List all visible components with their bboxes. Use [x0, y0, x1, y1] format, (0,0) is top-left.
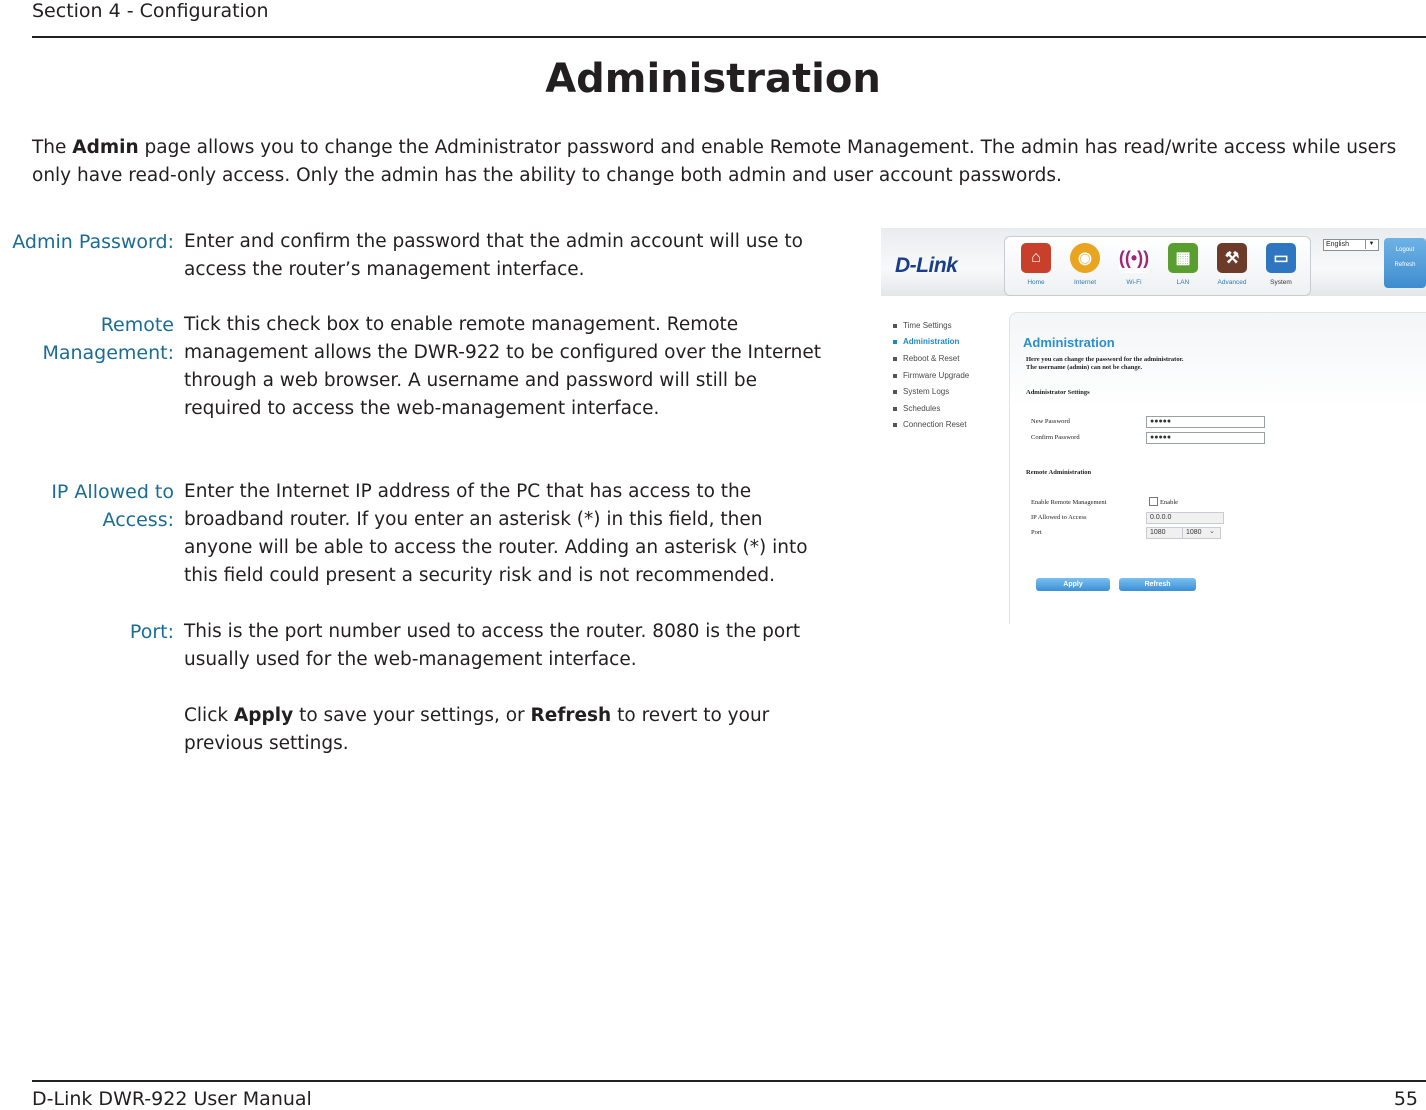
nav-internet-label: Internet [1073, 279, 1097, 286]
remote-admin-heading: Remote Administration [1026, 469, 1092, 476]
bullet-icon [893, 407, 897, 411]
header-divider [32, 36, 1426, 38]
nav-home[interactable] [1014, 243, 1058, 286]
nav-system-label: System [1270, 279, 1292, 286]
nav-wifi-label: Wi-Fi [1126, 279, 1142, 286]
lan-icon: ▦ [1168, 243, 1198, 273]
router-nav [1004, 236, 1311, 296]
label-admin-password: Admin Password: [12, 231, 174, 253]
intro-pre: The [32, 137, 73, 158]
menu-system-logs[interactable] [893, 387, 949, 396]
nav-system[interactable] [1259, 243, 1303, 286]
click-pre: Click [184, 705, 234, 726]
new-password-input[interactable]: ●●●●● [1146, 416, 1265, 428]
confirm-password-input[interactable]: ●●●●● [1146, 432, 1265, 444]
menu-label: Administration [903, 337, 960, 346]
nav-internet[interactable] [1063, 243, 1107, 286]
chevron-down-icon: ⌄ [1209, 528, 1215, 535]
menu-schedules[interactable] [893, 404, 940, 413]
label-ip-allowed-1: IP Allowed to [51, 481, 174, 503]
dlink-logo: D-Link [895, 254, 958, 277]
click-mid: to save your settings, or [293, 705, 531, 726]
refresh-side-button[interactable]: Refresh [1394, 262, 1416, 268]
port-input[interactable]: 1080 [1146, 527, 1183, 539]
logout-button[interactable]: Logout [1395, 247, 1415, 253]
refresh-button[interactable]: Refresh [1119, 578, 1196, 591]
menu-label: Reboot & Reset [903, 354, 960, 363]
port-label: Port [1031, 529, 1042, 536]
port-select[interactable]: 1080 [1182, 527, 1221, 539]
home-icon: ⌂ [1021, 243, 1051, 273]
desc-admin-password: Enter and confirm the password that the admin account will use to access the router’s management interface. [184, 231, 803, 280]
apply-word: Apply [233, 705, 294, 726]
enable-remote-checkbox[interactable] [1149, 497, 1158, 506]
click-post: to revert to your previous settings. [184, 705, 770, 754]
footer-manual-title: D-Link DWR-922 User Manual [32, 1088, 312, 1110]
page-number: 55 [1393, 1088, 1418, 1110]
wifi-icon: ((•)) [1119, 243, 1149, 273]
bullet-icon [893, 324, 897, 328]
intro-bold: Admin [72, 137, 139, 158]
menu-connection-reset[interactable] [893, 420, 967, 429]
globe-icon: ◉ [1070, 243, 1100, 273]
bullet-icon [893, 357, 897, 361]
bullet-icon [893, 423, 897, 427]
nav-advanced-label: Advanced [1217, 279, 1247, 286]
side-buttons [1384, 238, 1426, 288]
menu-label: Schedules [903, 404, 941, 413]
ip-allowed-input[interactable]: 0.0.0.0 [1146, 512, 1224, 524]
menu-label: Time Settings [903, 321, 952, 330]
menu-label: Connection Reset [903, 420, 967, 429]
bullet-icon [893, 340, 897, 344]
menu-reboot-reset[interactable] [893, 354, 959, 363]
panel-desc-2: The username (admin) can not be change. [1026, 364, 1143, 371]
intro-paragraph [32, 134, 1424, 190]
desc-remote-management: Tick this check box to enable remote management. Remote management allows the DWR-922 to be configured over the Internet through a web browser. A username and password will still be required to access the web-management interface. [184, 314, 821, 419]
enable-label: Enable [1160, 499, 1179, 506]
new-password-label: New Password [1031, 418, 1070, 425]
language-select[interactable]: English [1323, 239, 1379, 251]
apply-button[interactable]: Apply [1036, 578, 1110, 591]
nav-wifi[interactable] [1112, 243, 1156, 286]
panel-desc-1: Here you can change the password for the administrator. [1026, 356, 1184, 363]
page-title: Administration [545, 56, 881, 102]
nav-lan-label: LAN [1176, 279, 1190, 286]
enable-remote-label: Enable Remote Management [1031, 499, 1107, 506]
admin-settings-heading: Administrator Settings [1026, 389, 1090, 396]
nav-advanced[interactable] [1210, 243, 1254, 286]
label-ip-allowed-2: Access: [102, 509, 174, 531]
menu-time-settings[interactable] [893, 321, 952, 330]
router-screenshot [881, 228, 1426, 624]
panel-title: Administration [1023, 335, 1115, 350]
menu-firmware-upgrade[interactable] [893, 371, 969, 380]
refresh-word: Refresh [530, 705, 612, 726]
intro-post: page allows you to change the Administrator password and enable Remote Management. The admin has read/write access while users only have read-only access. Only the admin has the ability to change both admin and user account passwords. [32, 137, 1397, 186]
menu-administration[interactable] [893, 337, 959, 346]
bullet-icon [893, 390, 897, 394]
desc-ip-allowed: Enter the Internet IP address of the PC that has access to the broadband router. If you enter an asterisk (*) in this field, then anyone will be able to access the router. Adding an asterisk (*) into this field could present a security risk and is not recommended. [184, 481, 808, 586]
label-port: Port: [129, 621, 174, 643]
label-remote-management-1: Remote [100, 314, 174, 336]
admin-panel [1009, 312, 1426, 624]
menu-label: System Logs [903, 387, 950, 396]
desc-port: This is the port number used to access the router. 8080 is the port usually used for the web-management interface. [184, 621, 801, 670]
desc-click-apply [184, 702, 834, 758]
system-icon: ▭ [1266, 243, 1296, 273]
nav-lan[interactable] [1161, 243, 1205, 286]
nav-home-label: Home [1027, 279, 1045, 286]
tools-icon: ⚒ [1217, 243, 1247, 273]
label-remote-management-2: Management: [42, 342, 174, 364]
bullet-icon [893, 374, 897, 378]
footer-divider [32, 1080, 1426, 1082]
section-header: Section 4 - Configuration [32, 0, 269, 22]
menu-label: Firmware Upgrade [903, 371, 970, 380]
ip-allowed-label: IP Allowed to Access [1031, 514, 1087, 521]
chevron-down-icon: ▼ [1365, 239, 1377, 249]
confirm-password-label: Confirm Password [1031, 434, 1080, 441]
